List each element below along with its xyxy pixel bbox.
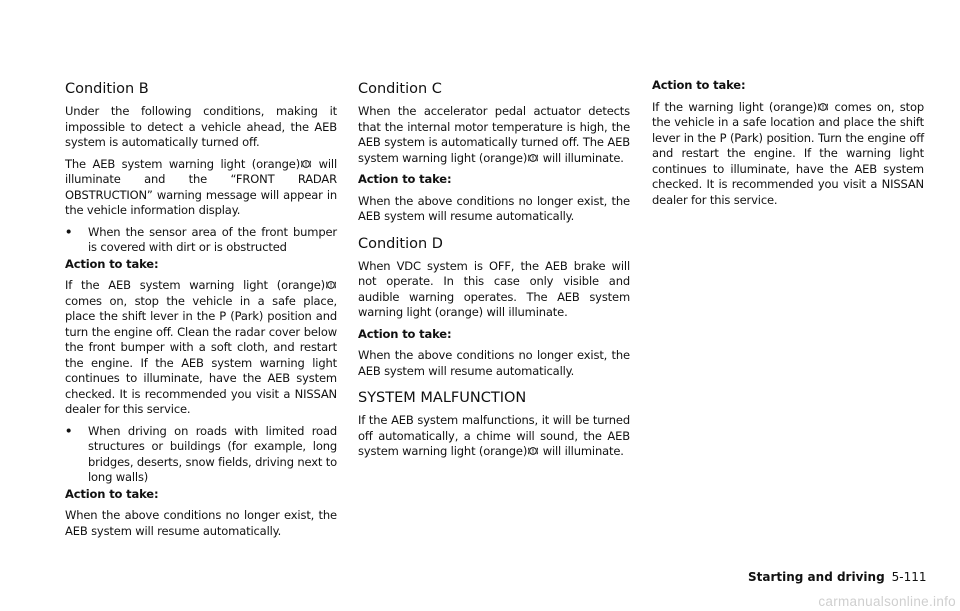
paragraph-action-b2: When the above conditions no longer exist, the AEB system will resume automatically. xyxy=(65,508,337,538)
heading-condition-d: Condition D xyxy=(358,235,443,252)
heading-condition-b: Condition B xyxy=(65,81,149,97)
paragraph-warning-light: The AEB system warning light (orange) will illuminate and the “FRONT RADAR OBSTRUCTION” warning message will appear in the vehicle information display. xyxy=(65,156,337,217)
column-middle xyxy=(358,0,630,460)
heading-condition-c: Condition C xyxy=(358,81,442,97)
aeb-warning-icon xyxy=(528,446,538,456)
paragraph-condition-d: When VDC system is OFF, the AEB brake will not operate. In this case only visible and audible warning operates. The AEB system warning light (orange) will illuminate. xyxy=(358,258,630,319)
action-heading: Action to take: xyxy=(358,172,452,186)
action-heading: Action to take: xyxy=(652,78,746,92)
page-number: 5-111 xyxy=(891,570,927,584)
column-left xyxy=(65,0,337,539)
bullet-mark: • xyxy=(65,423,73,438)
paragraph-condition-c: When the accelerator pedal actuator detects that the internal motor temperature is high, the AEB system is automatically turned off. The AEB system warning light (orange) will illuminate. xyxy=(358,104,630,165)
heading-system-malfunction: SYSTEM MALFUNCTION xyxy=(358,390,527,406)
list-item: • When the sensor area of the front bumper is covered with dirt or is obstructed xyxy=(65,224,337,254)
aeb-warning-icon xyxy=(528,153,538,163)
footer-section-title: Starting and driving xyxy=(748,570,885,584)
paragraph-action-d: When the above conditions no longer exist, the AEB system will resume automatically. xyxy=(358,348,630,378)
bullet-mark: • xyxy=(65,224,73,239)
paragraph-system-malfunction: If the AEB system malfunctions, it will be turned off automatically, a chime will sound, the AEB system warning light (orange) will illuminate. xyxy=(358,413,630,458)
page-footer xyxy=(748,569,927,585)
paragraph-action-c: When the above conditions no longer exist, the AEB system will resume automatically. xyxy=(358,193,630,223)
aeb-warning-icon xyxy=(301,159,311,169)
column-right xyxy=(652,0,924,208)
aeb-warning-icon xyxy=(818,102,828,112)
action-heading: Action to take: xyxy=(358,326,452,341)
aeb-warning-icon xyxy=(326,280,336,290)
action-heading: Action to take: xyxy=(65,256,159,271)
list-item: • When driving on roads with limited road structures or buildings (for example, long bridges, deserts, snow fields, driving next to long walls) xyxy=(65,423,337,484)
paragraph-action-malfunction: If the warning light (orange) comes on, stop the vehicle in a safe location and place the shift lever in the P (Park) position. Turn the engine off and restart the engine. If the warning light continues to illuminate, have the AEB system checked. It is recommended you visit a NISSAN dealer for this service. xyxy=(652,99,924,207)
action-heading: Action to take: xyxy=(65,486,159,501)
paragraph-action-b1: If the AEB system warning light (orange) comes on, stop the vehicle in a safe place, place the shift lever in the P (Park) position and turn the engine off. Clean the radar cover below the front bumper with a soft cloth, and restart the engine. If the AEB system warning light continues to illuminate, have the AEB system checked. It is recommended you visit a NISSAN dealer for this service. xyxy=(65,278,337,416)
paragraph-condition-b-intro: Under the following conditions, making it impossible to detect a vehicle ahead, the AEB system is automatically turned off. xyxy=(65,104,337,149)
watermark: carmanualsonline.info xyxy=(818,594,956,609)
